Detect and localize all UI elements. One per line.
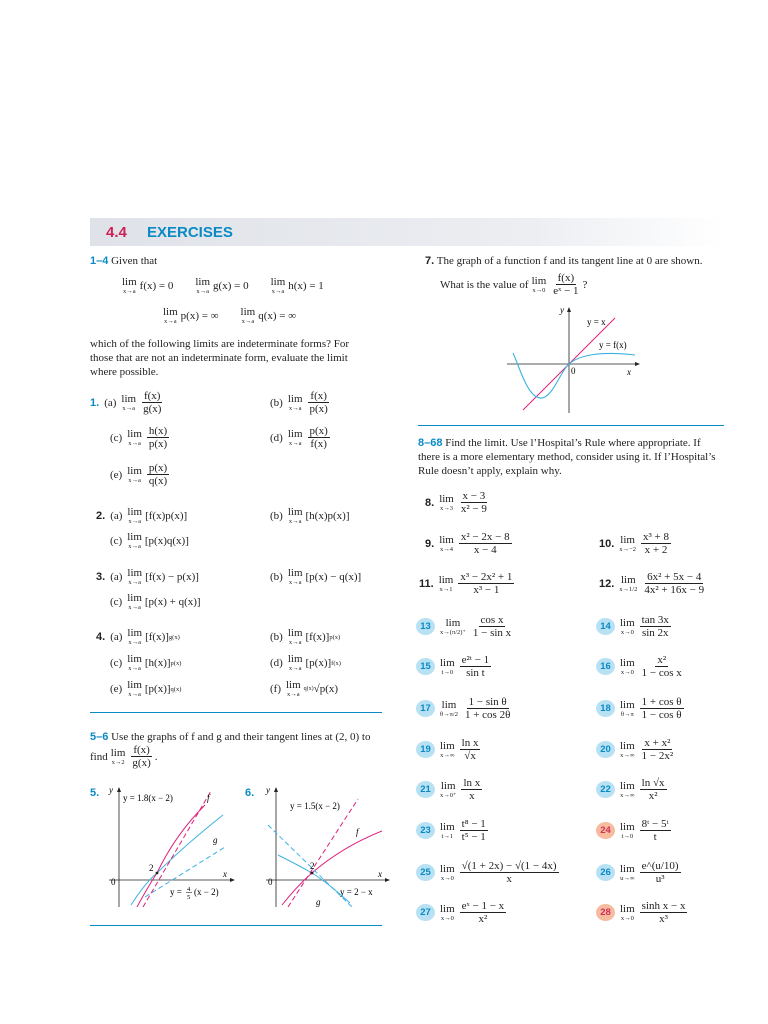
graph5-bottom-den: 5 [187,894,191,901]
graph6-x-arrow [385,878,390,882]
problem-27: 27 lim x→0 $\frac{\text{eˣ − 1 − x}}{\text{x²}}$ [416,900,508,925]
graph5-bottom-prefix: y = [170,887,182,897]
graph5-bottom-num: 4 [187,886,191,893]
problem-18: 18 lim θ→π $\frac{\text{1 + cos θ}}{\text{1 − cos θ}}$ [596,696,686,721]
given-limits-row2: lim x→a p(x) = ∞ lim x→a q(x) = ∞ [163,306,297,325]
problem-15-badge: 15 [416,658,435,675]
graph6-f-label: f [356,827,359,837]
problem-24-badge: 24 [596,822,615,839]
section-title: EXERCISES [147,224,233,241]
section-number: 4.4 [106,224,127,241]
graph6-point [311,872,314,875]
graph7-x-label: x [627,367,631,377]
divider-right [418,425,724,426]
problem-28: 28 lim x→0 $\frac{\text{sinh x − x}}{\text{x³}}$ [596,900,689,925]
divider-left-bottom [90,925,382,926]
problem-26: 26 lim u→∞ $\frac{e\^{}(u/10)}{\text{u³}}$ [596,860,683,885]
problem-13: 13 lim x→(π/2)⁺ $\frac{\text{cos x}}{\text{1 − sin x}}$ [416,614,515,639]
graph5-x-label: x [223,869,227,879]
graph5-f-label: f [207,793,210,803]
problem-19-badge: 19 [416,741,435,758]
graph5-bottom-suffix: (x − 2) [194,887,219,897]
problem-18-badge: 18 [596,700,615,717]
ex1-c: (c) lim x→a $\frac{h(x)}{p(x)}$ [110,425,168,450]
graph7-y-label: y [560,305,564,315]
ex3-b: (b) lim x→a [p(x) − q(x)] [270,567,362,586]
graph5-point-label: 2 [149,863,154,873]
ex1-e: (e) lim x→a $\frac{p(x)}{q(x)}$ [110,462,168,487]
ex4-b: (b) lim x→a [f(x)] p(x) [270,627,341,646]
graph5-x-arrow [230,878,235,882]
ex6-number: 6. [245,787,255,799]
ex1-a: 1. (a) lim x→a $\frac{f(x)}{g(x)}$ [90,390,162,415]
graph5-point [156,872,159,875]
problem-9: 9. lim x→4 $\frac{\text{x² − 2x − 8}}{x - 4}$ [425,531,510,556]
intro-5-6-limit: find lim x→2 $\frac{f(x)}{g(x)}$ . [90,744,158,769]
given-h: h(x) = 1 [288,280,324,292]
ex7-question: What is the value of lim x→0 $\frac{f(x)}{\text{eˣ − 1}}$ ? [440,272,588,297]
ex2-b: (b) lim x→a [h(x)p(x)] [270,506,350,525]
graph6-origin: 0 [268,877,273,887]
problem-27-badge: 27 [416,904,435,921]
graph6-y-arrow [274,787,278,792]
given-g: g(x) = 0 [213,280,249,292]
problem-22-badge: 22 [596,781,615,798]
problem-12: 12. lim x→1/2 $\frac{\text{6x² + 5x − 4}}{\text{4x² + 16x − 9}}$ [599,571,705,596]
ex4-a: 4. (a) lim x→a [f(x)] g(x) [96,627,180,646]
problem-25-badge: 25 [416,864,435,881]
ex4-c: (c) lim x→a [h(x)] p(x) [110,653,182,672]
intro-5-6: 5–6 Use the graphs of f and g and their tangent lines at (2, 0) to [90,731,371,743]
ex3-a: 3. (a) lim x→a [f(x) − p(x)] [96,567,199,586]
problem-15: 15 lim t→0 $\frac{\text{e²ᵗ − 1}}{\text{sin t}}$ [416,654,493,679]
given-q: q(x) = ∞ [258,310,297,322]
problem-16-badge: 16 [596,658,615,675]
problem-10: 10. lim x→−2 $\frac{\text{x³ + 8}}{x + 2}$ [599,531,669,556]
graph5-g-label: g [213,835,218,845]
problem-26-badge: 26 [596,864,615,881]
intro-1-4 [90,254,370,268]
intro-8-68: 8–68 Find the limit. Use l’Hospital’s Rule where appropriate. If there is a more elementary method, consider using it. If l’Hospital’s Rule doesn’t apply, explain why. [418,437,716,477]
graph6-y-label: y [266,785,270,795]
ex3-c: (c) lim x→a [p(x) + q(x)] [110,592,201,611]
problem-25: 25 lim x→0 $\frac{√(1 + 2x) - √(1 - 4x)}{x}$ [416,860,561,885]
ex5-number: 5. [90,787,100,799]
divider-left [90,712,382,713]
problem-17: 17 lim θ→π/2 $\frac{\text{1 − sin θ}}{1 + \cos 2\theta}$ [416,696,514,721]
graph6-point-label: 2 [310,861,315,871]
ex1-d: (d) lim x→a $\frac{p(x)}{f(x)}$ [270,425,328,450]
graph6-x-label: x [378,869,382,879]
problem-23: 23 lim t→1 $\frac{\text{t⁸ − 1}}{\text{t⁵ − 1}}$ [416,818,490,843]
problem-22: 22 lim x→∞ $\frac{\ln √x}{\text{x²}}$ [596,777,669,802]
question-text: which of the following limits are indeterminate forms? For those that are not an indeterminate form, evaluate the limit where possible. [90,338,350,378]
ex7-text: 7. The graph of a function f and its tangent line at 0 are shown. [425,255,703,267]
problem-28-badge: 28 [596,904,615,921]
problem-17-badge: 17 [416,700,435,717]
problem-20-badge: 20 [596,741,615,758]
graph7-x-arrow [635,362,640,366]
problem-21-badge: 21 [416,781,435,798]
graph5-y-arrow [117,787,121,792]
problem-14-badge: 14 [596,618,615,635]
ex4-f: (f) lim x→a q(x) √p(x) [270,679,339,698]
graph6-g-label: g [316,897,321,907]
graph5-top-line-label: y = 1.8(x − 2) [123,793,173,803]
graph-5 [105,785,235,910]
graph6-bottom-line-label: y = 2 − x [340,887,373,897]
graph7-origin: 0 [571,366,576,376]
problem-14: 14 lim x→0 $\frac{\tan 3x}{\sin 2x}$ [596,614,673,639]
graph5-origin: 0 [111,877,116,887]
problem-16: 16 lim x→0 $\frac{\text{x²}}{\text{1 − cos x}}$ [596,654,686,679]
graph7-curve-label: y = f(x) [599,340,627,350]
problem-19: 19 lim x→∞ $\frac{\text{ln x}}{√x}$ [416,737,482,762]
graph-7 [505,305,640,415]
given-text: Given that [111,255,158,267]
ex1-b: (b) lim x→a $\frac{f(x)}{p(x)}$ [270,390,328,415]
given-f: f(x) = 0 [139,280,174,292]
given-p: p(x) = ∞ [180,310,219,322]
graph7-line-label: y = x [587,317,606,327]
problem-20: 20 lim x→∞ $\frac{\text{x + x²}}{\text{1 − 2x²}}$ [596,737,677,762]
ex2-a: 2. (a) lim x→a [f(x)p(x)] [96,506,188,525]
problem-21: 21 lim x→0⁺ $\frac{\text{ln x}}{x}$ [416,777,484,802]
problem-13-badge: 13 [416,618,435,635]
graph-6 [262,785,390,910]
problem-8: 8. lim x→3 $\frac{x - 3}{\text{x² − 9}}$ [425,490,487,515]
ex4-d: (d) lim x→a [p(x)] f(x) [270,653,341,672]
graph5-y-label: y [109,785,113,795]
graph7-y-arrow [567,307,571,312]
ex4-e: (e) lim x→a [p(x)] q(x) [110,679,182,698]
problem-24: 24 lim t→0 $\frac{\text{8ᵗ − 5ᵗ}}{t}$ [596,818,673,843]
range-1-4: 1–4 [90,255,109,267]
problem-23-badge: 23 [416,822,435,839]
problem-11: 11. lim x→1 $\frac{\text{x³ − 2x² + 1}}{\text{x³ − 1}}$ [419,571,513,596]
graph6-top-line-label: y = 1.5(x − 2) [290,801,340,811]
ex2-c: (c) lim x→a [p(x)q(x)] [110,531,189,550]
given-limits-row1: lim x→a f(x) = 0 lim x→a g(x) = 0 lim x→a h(x) = 1 [122,276,324,295]
